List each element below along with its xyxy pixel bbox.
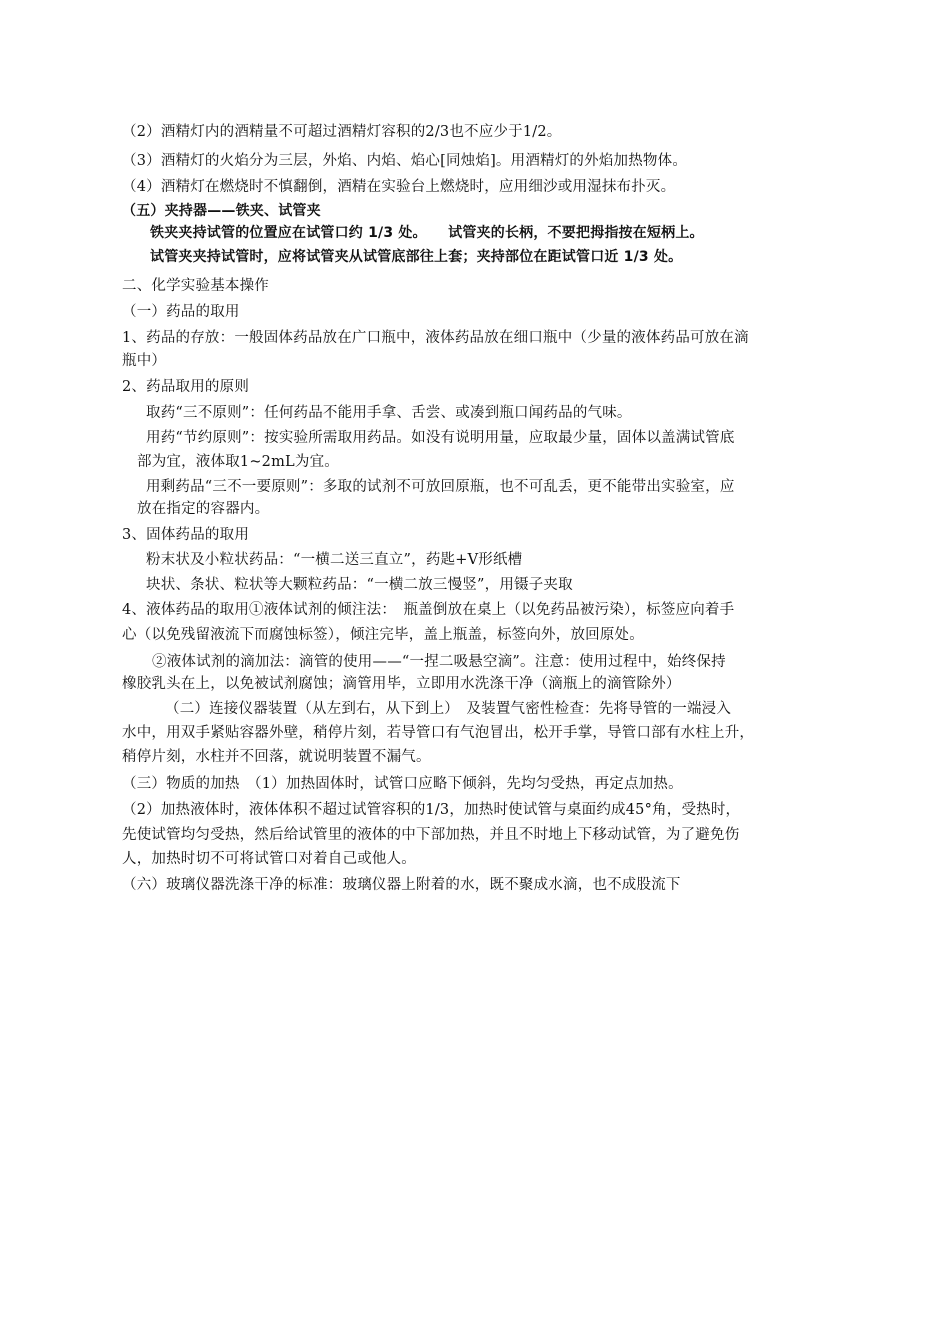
text-line: 放在指定的容器内。 [137, 501, 270, 517]
section-heading: 二、化学实验基本操作 [122, 278, 269, 294]
text-line: （六）玻璃仪器洗涤干净的标准：玻璃仪器上附着的水，既不聚成水滴，也不成股流下 [122, 877, 681, 893]
text-line: 粉末状及小粒状药品：“一横二送三直立”，药匙+V形纸槽 [146, 552, 523, 568]
text-line: 3、固体药品的取用 [122, 527, 250, 543]
text-line: 4、液体药品的取用①液体试剂的倾注法： 瓶盖倒放在桌上（以免药品被污染），标签应向着手 [122, 602, 735, 618]
text-line: （4）酒精灯在燃烧时不慎翻倒，酒精在实验台上燃烧时，应用细沙或用湿抹布扑灭。 [122, 179, 676, 195]
text-line: ②液体试剂的滴加法：滴管的使用——“一捏二吸悬空滴”。注意：使用过程中，始终保持 [152, 654, 726, 670]
section-heading: （五）夹持器——铁夹、试管夹 [122, 203, 321, 219]
text-line: 心（以免残留液流下而腐蚀标签），倾注完毕，盖上瓶盖，标签向外，放回原处。 [122, 627, 644, 643]
text-line: 橡胶乳头在上，以免被试剂腐蚀；滴管用毕，立即用水洗涤干净（滴瓶上的滴管除外） [122, 676, 681, 692]
text-line: 水中，用双手紧贴容器外壁，稍停片刻，若导管口有气泡冒出，松开手掌，导管口部有水柱上升， [122, 725, 755, 741]
text-line: 人，加热时切不可将试管口对着自己或他人。 [122, 851, 416, 867]
text-line: 用药“节约原则”：按实验所需取用药品。如没有说明用量，应取最少量，固体以盖满试管底 [146, 430, 735, 446]
text-line: 2、药品取用的原则 [122, 379, 250, 395]
text-line: 先使试管均匀受热，然后给试管里的液体的中下部加热，并且不时地上下移动试管，为了避免伤 [122, 827, 740, 843]
section-heading: （一）药品的取用 [122, 304, 240, 320]
text-line: （2）酒精灯内的酒精量不可超过酒精灯容积的2/3也不应少于1/2。 [122, 124, 562, 140]
text-line: （2）加热液体时，液体体积不超过试管容积的1/3，加热时使试管与桌面约成45°角，受热时， [122, 802, 741, 818]
text-line: 取药“三不原则”：任何药品不能用手拿、舌尝、或凑到瓶口闻药品的气味。 [146, 405, 632, 421]
text-line: 1、药品的存放：一般固体药品放在广口瓶中，液体药品放在细口瓶中（少量的液体药品可放在滴 [122, 330, 749, 346]
text-line: 稍停片刻，水柱并不回落，就说明装置不漏气。 [122, 749, 431, 765]
text-line: 试管夹夹持试管时，应将试管夹从试管底部往上套；夹持部位在距试管口近 1/3 处。 [150, 249, 683, 265]
text-line: （二）连接仪器装置（从左到右，从下到上） 及装置气密性检查：先将导管的一端浸入 [165, 701, 732, 717]
text-line: 部为宜，液体取1~2mL为宜。 [137, 454, 339, 470]
text-line: （三）物质的加热 （1）加热固体时，试管口应略下倾斜，先均匀受热，再定点加热。 [122, 776, 683, 792]
text-line: （3）酒精灯的火焰分为三层，外焰、内焰、焰心[同烛焰]。用酒精灯的外焰加热物体。 [122, 153, 688, 169]
text-line: 铁夹夹持试管的位置应在试管口约 1/3 处。 试管夹的长柄，不要把拇指按在短柄上。 [150, 225, 704, 241]
text-line: 块状、条状、粒状等大颗粒药品：“一横二放三慢竖”，用镊子夹取 [146, 577, 573, 593]
text-line: 用剩药品“三不一要原则”：多取的试剂不可放回原瓶，也不可乱丢，更不能带出实验室，应 [146, 479, 735, 495]
text-line: 瓶中） [122, 353, 167, 369]
